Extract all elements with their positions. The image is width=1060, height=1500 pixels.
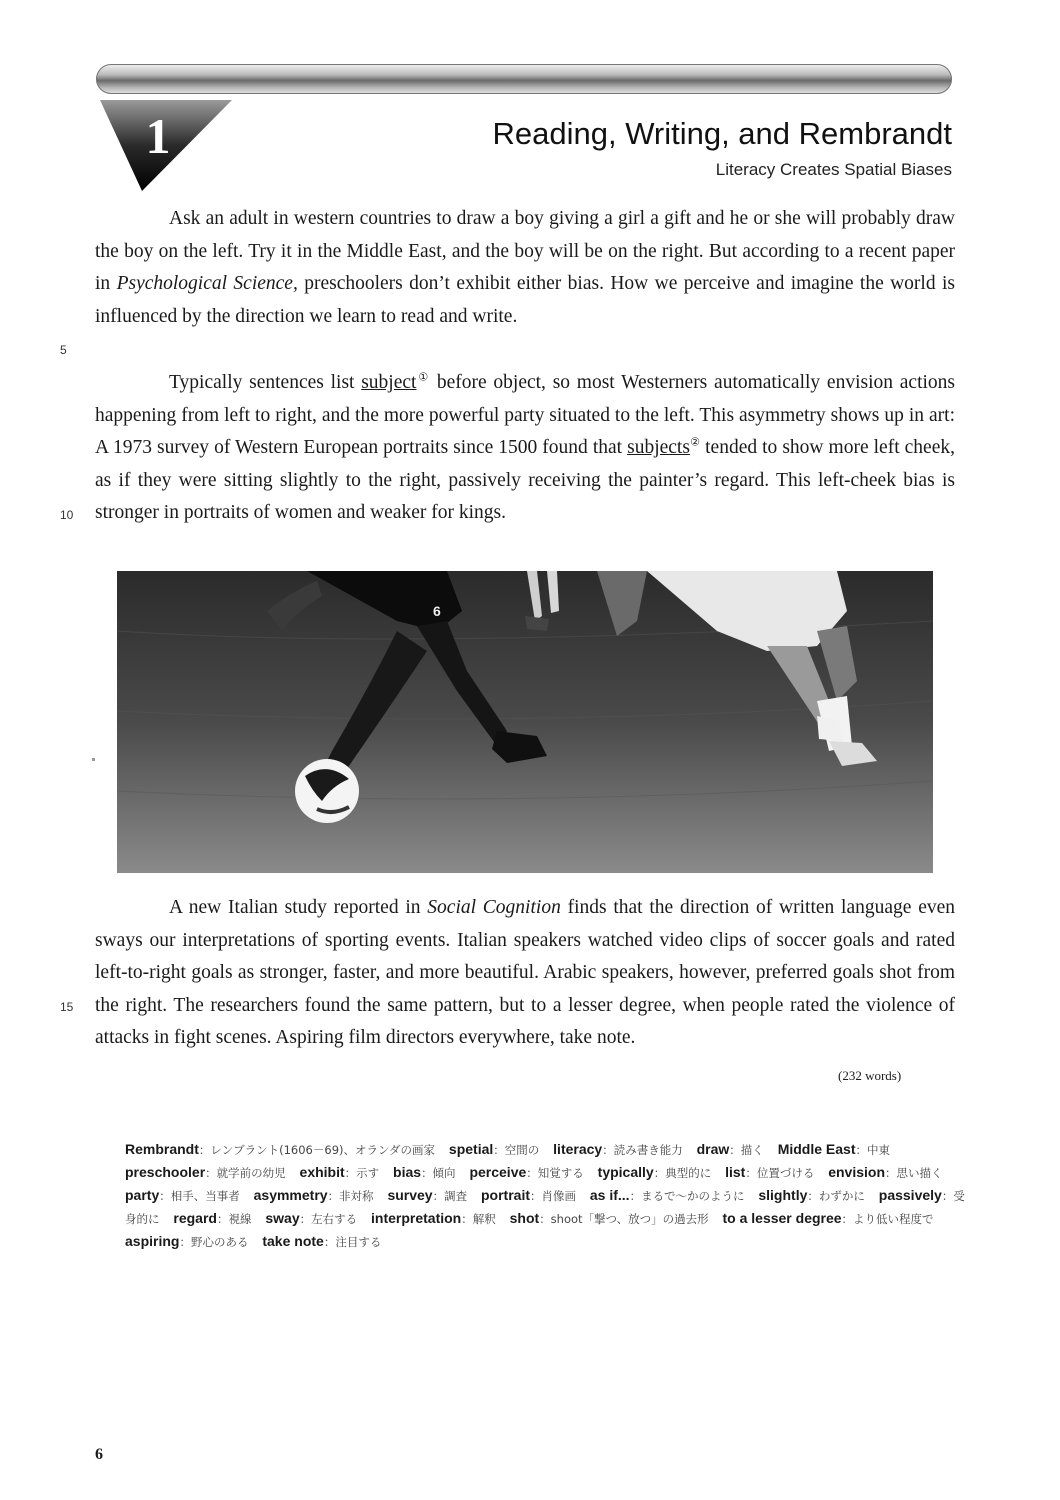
glossary-definition: ：視線 [216,1212,252,1226]
glossary-term: list [725,1164,746,1180]
glossary-term: spetial [448,1141,494,1157]
glossary-definition: ：わずかに [807,1189,865,1203]
glossary-term: take note [262,1233,324,1249]
line-number-10: 10 [60,508,74,522]
glossary-definition: ：解釈 [461,1212,496,1226]
journal-name: Psychological Science, [116,273,298,295]
glossary-definition: ：調査 [432,1189,468,1203]
glossary-term: exhibit [299,1164,345,1180]
glossary-definition: ：非対称 [327,1189,374,1203]
glossary-definition: ：相手、当事者 [159,1189,240,1203]
glossary-definition: ：肖像画 [530,1189,576,1203]
soccer-photo [117,571,933,873]
glossary-definition: ：典型的に [653,1166,712,1180]
glossary-definition: ：傾向 [421,1166,456,1180]
glossary-term: slightly [758,1187,808,1203]
glossary-definition: ：就学前の幼児 [205,1166,286,1180]
page-subtitle: Literacy Creates Spatial Biases [715,160,952,179]
glossary-definition: ：shoot「撃つ、放つ」の過去形 [539,1212,709,1226]
glossary-definition: ：レンブラント(1606－69)、オランダの画家 [198,1143,436,1157]
glossary-term: bias [393,1164,422,1180]
journal-name: Social Cognition [427,897,561,918]
glossary-term: asymmetry [253,1187,328,1203]
paragraph-2: Typically sentences list subject① before object, so most Westerners automatically envision actions happening from left to right, and the more powerful party situated to the left. This asymmetry shows up in art: A 1973 survey of Western European portraits since 1500 found that subjects② tended to show more left cheek, as if they were sitting slightly to the right, passively receiving the painter’s regard. This left-cheek bias is stronger in portraits of women and weaker for kings. [95,371,955,524]
glossary-term: passively [878,1187,942,1203]
glossary-term: shot [509,1210,540,1226]
margin-mark [92,758,95,761]
glossary-term: preschooler [125,1164,206,1180]
glossary-term: Rembrandt [125,1141,199,1157]
glossary-definition: ：注目する [323,1235,382,1249]
glossary-definition: ：思い描く [885,1166,943,1180]
underlined-subjects: subjects [627,437,690,459]
chapter-number: 1 [145,108,171,164]
glossary-definition: ：受身的に [125,1189,965,1226]
chapter-header-bar [96,64,952,94]
glossary-term: to a lesser degree [722,1210,842,1226]
glossary-definition: ：示す [344,1166,380,1180]
glossary-term: sway [265,1210,300,1226]
glossary-term: envision [828,1164,886,1180]
paragraph-1: Ask an adult in western countries to draw a boy giving a girl a gift and he or she will probably draw the boy on the left. Try it in the Middle East, and the boy will be on the right. But according to a recent paper in Psychological Science, preschoolers don’t exhibit either bias. How we perceive and imagine the world is influenced by the direction we learn to read and write. [95,208,955,327]
page-number: 6 [95,1446,103,1463]
glossary-definition: ：左右する [299,1212,358,1226]
vocabulary-glossary [125,1138,965,1253]
glossary-term: as if... [589,1187,630,1203]
note-marker-2: ② [689,436,701,449]
line-number-15: 15 [60,1000,74,1014]
glossary-term: regard [173,1210,217,1226]
glossary-term: draw [696,1141,730,1157]
glossary-definition: ：空間の [493,1143,540,1157]
note-marker-1: ① [416,371,431,384]
underlined-subject: subject [361,372,417,393]
glossary-definition: ：描く [729,1143,764,1157]
glossary-term: Middle East [777,1141,856,1157]
glossary-definition: ：読み書き能力 [602,1143,683,1157]
chapter-number-badge [100,98,234,192]
glossary-term: aspiring [125,1233,180,1249]
jersey-number: 6 [433,603,441,619]
paragraph-3: A new Italian study reported in Social Cognition finds that the direction of written language even sways our interpretations of sporting events. Italian speakers watched video clips of soccer goals and rated left-to-right goals as stronger, faster, and more beautiful. Arabic speakers, however, preferred goals shot from the right. The researchers found the same pattern, but to a lesser degree, when people rated the violence of attacks in fight scenes. Aspiring film directors everywhere, take note. [95,897,956,1049]
glossary-definition: ：野心のある [179,1235,249,1249]
glossary-term: literacy [553,1141,603,1157]
glossary-definition: ：より低い程度で [841,1212,934,1226]
glossary-term: perceive [469,1164,527,1180]
glossary-term: interpretation [371,1210,462,1226]
page-title: Reading, Writing, and Rembrandt [492,116,952,151]
glossary-term: portrait [481,1187,530,1203]
glossary-term: survey [387,1187,433,1203]
glossary-definition: ：まるで～かのように [629,1189,745,1203]
glossary-term: party [125,1187,160,1203]
glossary-definition: ：中東 [855,1143,890,1157]
line-number-5: 5 [60,343,67,357]
glossary-term: typically [597,1164,654,1180]
word-count: (232 words) [838,1068,902,1083]
glossary-definition: ：知覚する [526,1166,584,1180]
glossary-definition: ：位置づける [745,1166,815,1180]
